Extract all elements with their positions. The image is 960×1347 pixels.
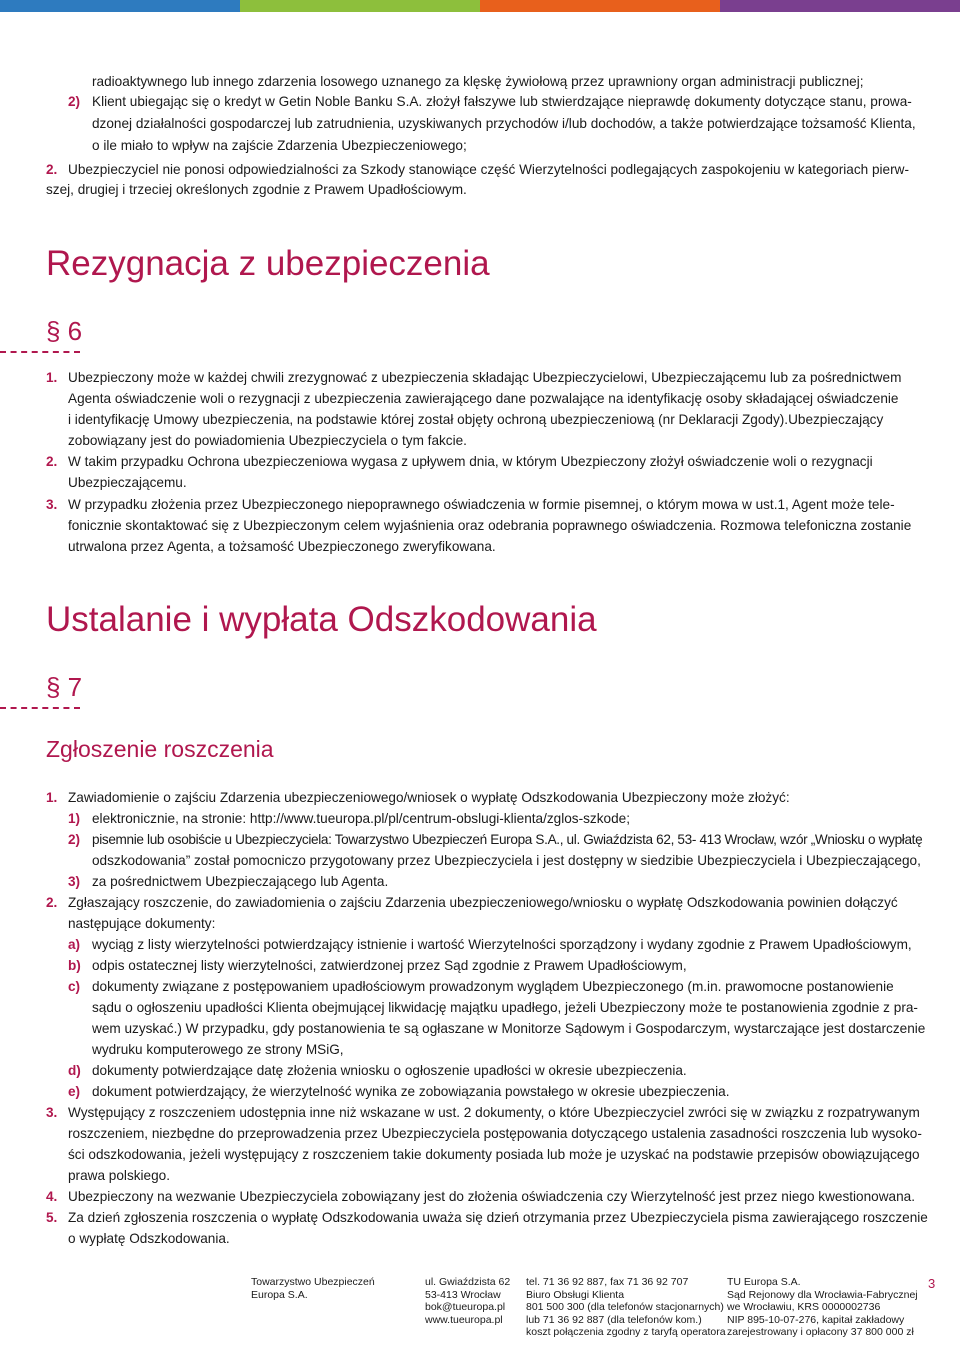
footer-line: Sąd Rejonowy dla Wrocławia-Fabrycznej [727, 1288, 918, 1301]
text-line: Ubezpieczającemu. [68, 475, 187, 490]
text-line: elektronicznie, na stronie: http://www.tueuropa.pl/pl/centrum-obslugi-klienta/zglos-szkode; [92, 811, 630, 826]
text-line: odpis ostatecznej listy wierzytelności, zatwierdzonej przez Sąd zgodnie z Prawem Upadłościowym, [92, 958, 687, 973]
item-number: 1. [46, 790, 58, 805]
text-line: Zgłaszający roszczenie, do zawiadomienia o zajściu Zdarzenia ubezpieczeniowego/wniosku o wypłatę Odszkodowania powinien dołączyć [68, 895, 898, 910]
footer-line: Europa S.A. [251, 1288, 308, 1301]
text-line: i identyfikację Umowy ubezpieczenia, na podstawie której został objęty ochroną ubezpieczeniową (nr Deklaracji Zgody).Ubezpieczający [68, 412, 884, 427]
footer-website-link[interactable]: www.tueuropa.pl [425, 1313, 503, 1326]
item-number: 3) [68, 874, 81, 889]
text-line: pisemnie lub osobiście u Ubezpieczyciela: Towarzystwo Ubezpieczeń Europa S.A., ul. Gwiaździsta 62, 53- 413 Wrocław, wzór „Wniosku o wypłatę [92, 832, 923, 847]
text-line: dokumenty potwierdzające datę złożenia wniosku o ogłoszenie upadłości w okresie ubezpieczenia. [92, 1063, 687, 1078]
text-line: sądu o ogłoszeniu upadłości Klienta obejmującej likwidację majątku upadłego, jeżeli Ubezpieczony może te postanowienia zgodnie z pra- [92, 1000, 918, 1015]
color-bar-purple [720, 0, 960, 12]
section-title: Ustalanie i wypłata Odszkodowania [46, 600, 597, 639]
dashed-divider [0, 351, 80, 353]
footer-line: NIP 895-10-07-276, kapitał zakładowy [727, 1313, 905, 1326]
footer-line: 53-413 Wrocław [425, 1288, 501, 1301]
text-line: fonicznie skontaktować się z Ubezpieczonym celem wyjaśnienia oraz odebrania poprawnego oświadczenia. Rozmowa telefoniczna zostanie [68, 518, 912, 533]
footer-line: 801 500 300 (dla telefonów stacjonarnych) [526, 1301, 724, 1314]
text-line: roszczeniem, niezbędne do przeprowadzenia przez Ubezpieczyciela postępowania dotyczącego ustalenia zasadności roszczenia lub wysoko- [68, 1126, 922, 1141]
page-number: 3 [928, 1276, 936, 1291]
item-number: d) [68, 1063, 81, 1078]
color-bar-blue [0, 0, 240, 12]
text-line: wem uzyskać.) W przypadku, gdy postanowienia te są ogłaszane w Monitorze Sądowym i Gospodarczym, wystarczające jest dostarczenie [92, 1021, 926, 1036]
footer-contact [526, 1276, 726, 1339]
text-line: radioaktywnego lub innego zdarzenia losowego uznanego za klęskę żywiołową przez uprawniony organ administracji publicznej; [92, 74, 864, 89]
paragraph-sign: § 7 [46, 672, 83, 702]
text-line: następujące dokumenty: [68, 916, 216, 931]
color-bar-orange [480, 0, 720, 12]
subsection-title: Zgłoszenie roszczenia [46, 736, 274, 762]
item-number: 2) [68, 94, 81, 109]
item-number: 5. [46, 1210, 58, 1225]
text-line: za pośrednictwem Ubezpieczającego lub Agenta. [92, 874, 389, 889]
text-line: dokument potwierdzający, że wierzytelność wynika ze zobowiązania powstałego w okresie ubezpieczenia. [92, 1084, 730, 1099]
text-line: Za dzień zgłoszenia roszczenia o wypłatę Odszkodowania uważa się dzień otrzymania przez Ubezpieczyciela pisma zawierającego roszczenie [68, 1210, 928, 1225]
text-line: W przypadku złożenia przez Ubezpieczonego niepoprawnego oświadczenia w formie pisemnej, o którym mowa w ust.1, Agent może tele- [68, 497, 895, 512]
item-number: 1) [68, 811, 81, 826]
item-number: 2. [46, 454, 58, 469]
item-number: 2. [46, 162, 58, 177]
item-number: 3. [46, 1105, 58, 1120]
footer-registry [727, 1276, 918, 1339]
dashed-divider [0, 707, 80, 709]
item-number: 4. [46, 1189, 58, 1204]
footer-line: TU Europa S.A. [727, 1276, 801, 1288]
top-color-bar [0, 0, 960, 12]
text-line: szej, drugiej i trzeciej określonych zgodnie z Prawem Upadłościowym. [46, 182, 467, 197]
footer-email-link[interactable]: bok@tueuropa.pl [425, 1301, 506, 1314]
text-line: o ile miało to wpływ na zajście Zdarzenia Ubezpieczeniowego; [92, 138, 467, 153]
footer-company [251, 1276, 375, 1301]
footer-address [425, 1276, 510, 1326]
footer-line: Biuro Obsługi Klienta [526, 1288, 625, 1301]
text-line: Zawiadomienie o zajściu Zdarzenia ubezpieczeniowego/wniosek o wypłatę Odszkodowania Ubezpieczony może złożyć: [68, 790, 790, 805]
item-number: 2. [46, 895, 58, 910]
footer-line: tel. 71 36 92 887, fax 71 36 92 707 [526, 1276, 689, 1288]
footer-line: we Wrocławiu, KRS 0000002736 [727, 1301, 881, 1314]
item-number: 3. [46, 497, 58, 512]
item-number: 1. [46, 370, 58, 385]
text-line: utrwalona przez Agenta, a tożsamość Ubezpieczonego zweryfikowana. [68, 539, 496, 554]
footer-line: koszt połączenia zgodny z taryfą operatora [526, 1326, 726, 1339]
footer-line: zarejestrowany i opłacony 37 800 000 zł [727, 1326, 914, 1339]
text-line: Ubezpieczony może w każdej chwili zrezygnować z ubezpieczenia składając Ubezpieczycielowi, Ubezpieczającemu lub za pośrednictwem [68, 370, 902, 385]
text-line: Ubezpieczyciel nie ponosi odpowiedzialności za Szkody stanowiące część Wierzytelności podlegających zaspokojeniu w kategoriach pierw- [68, 162, 909, 177]
text-line: Ubezpieczony na wezwanie Ubezpieczyciela zobowiązany jest do złożenia oświadczenia czy Wierzytelność jest przez niego kwestionowana. [68, 1189, 916, 1204]
text-line: dokumenty związane z postępowaniem upadłościowym prowadzonym wyglądem Ubezpieczonego (m.in. prawomocne postanowienie [92, 979, 894, 994]
paragraph-sign: § 6 [46, 316, 83, 346]
text-line: o wypłatę Odszkodowania. [68, 1231, 230, 1246]
item-number: e) [68, 1084, 81, 1099]
footer-line: Towarzystwo Ubezpieczeń [251, 1276, 375, 1288]
text-line: odszkodowania” został pomocniczo przygotowany przez Ubezpieczyciela i jest dostępny w siedzibie Ubezpieczyciela i Ubezpieczającego, [92, 853, 921, 868]
footer-line: lub 71 36 92 887 (dla telefonów kom.) [526, 1313, 702, 1326]
text-line: dzonej działalności gospodarczej lub zatrudnienia, uzyskiwanych przychodów i/lub dochodów, a także potwierdzające tożsamość Klienta, [92, 116, 916, 131]
item-number: 2) [68, 832, 81, 847]
text-line: ści odszkodowania, jeżeli występujący z roszczeniem takie dokumenty posiada lub może je uzyskać na podstawie przepisów obowiązującego [68, 1147, 920, 1162]
text-line: Agenta oświadczenie woli o rezygnacji z ubezpieczenia zawierającego dane pozwalające na identyfikację osoby składającej oświadczenie [68, 391, 899, 406]
text-line: W takim przypadku Ochrona ubezpieczeniowa wygasa z upływem dnia, w którym Ubezpieczony złożył oświadczenie woli o rezygnacji [68, 454, 873, 469]
text-line: zobowiązany jest do powiadomienia Ubezpieczyciela o tym fakcie. [68, 433, 467, 448]
footer-line: ul. Gwiaździsta 62 [425, 1276, 511, 1288]
text-line: wydruku komputerowego ze strony MSiG, [92, 1042, 344, 1057]
section-title: Rezygnacja z ubezpieczenia [46, 244, 490, 283]
color-bar-green [240, 0, 480, 12]
text-line: prawa polskiego. [68, 1168, 171, 1183]
text-line: Występujący z roszczeniem udostępnia inne niż wskazane w ust. 2 dokumenty, o które Ubezpieczyciel zwróci się w związku z rozpatrywanym [68, 1105, 920, 1120]
text-line: Klient ubiegając się o kredyt w Getin Noble Banku S.A. złożył fałszywe lub stwierdzające nieprawdę dokumenty dotyczące stanu, prowa- [92, 94, 912, 109]
item-number: a) [68, 937, 81, 952]
text-line: wyciąg z listy wierzytelności potwierdzający istnienie i wartość Wierzytelności sporządzony i wydany zgodnie z Prawem Upadłościowym, [92, 937, 912, 952]
item-number: c) [68, 979, 81, 994]
item-number: b) [68, 958, 81, 973]
